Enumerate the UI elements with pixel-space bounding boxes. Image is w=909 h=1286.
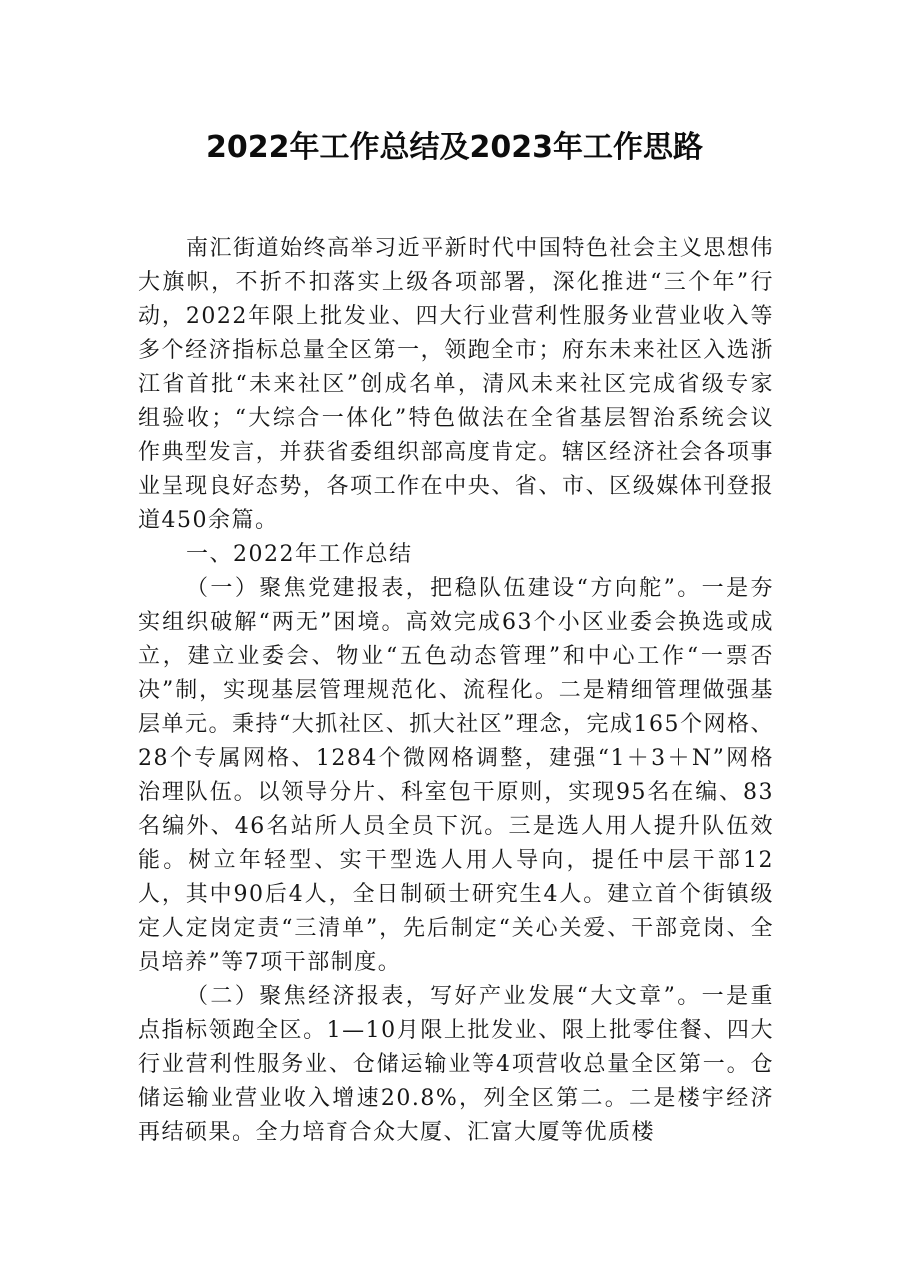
paragraph-intro: 南汇街道始终高举习近平新时代中国特色社会主义思想伟大旗帜，不折不扣落实上级各项部署，深化推进“三个年”行动，2022年限上批发业、四大行业营利性服务业营业收入等多个经济指标总量全区第一，领跑全市；府东未来社区入选浙江省首批“未来社区”创成名单，清风未来社区完成省级专家组验收；“大综合一体化”特色做法在全省基层智治系统会议作典型发言，并获省委组织部高度肯定。辖区经济社会各项事业呈现良好态势，各项工作在中央、省、市、区级媒体刊登报道450余篇。 bbox=[138, 236, 774, 533]
paragraph-party-building: （一）聚焦党建报表，把稳队伍建设“方向舵”。一是夯实组织破解“两无”困境。高效完成63个小区业委会换选或成立，建立业委会、物业“五色动态管理”和中心工作“一票否决”制，实现基层管理规范化、流程化。二是精细管理做强基层单元。秉持“大抓社区、抓大社区”理念，完成165个网格、28个专属网格、1284个微网格调整，建强“1＋3＋N”网格治理队伍。以领导分片、科室包干原则，实现95名在编、83名编外、46名站所人员全员下沉。三是选人用人提升队伍效能。树立年轻型、实干型选人用人导向，提任中层干部12人，其中90后4人，全日制硕士研究生4人。建立首个街镇级定人定岗定责“三清单”，先后制定“关心关爱、干部竞岗、全员培养”等7项干部制度。 bbox=[138, 576, 774, 975]
document-body bbox=[138, 232, 774, 1150]
paragraph-economy: （二）聚焦经济报表，写好产业发展“大文章”。一是重点指标领跑全区。1—10月限上批发业、限上批零住餐、四大行业营利性服务业、仓储运输业等4项营收总量全区第一。仓储运输业营业收入增速20.8%，列全区第二。二是楼宇经济再结硕果。全力培育合众大厦、汇富大厦等优质楼 bbox=[138, 984, 774, 1145]
section-heading-summary: 一、2022年工作总结 bbox=[186, 542, 413, 567]
document-title: 2022年工作总结及2023年工作思路 bbox=[206, 130, 703, 165]
